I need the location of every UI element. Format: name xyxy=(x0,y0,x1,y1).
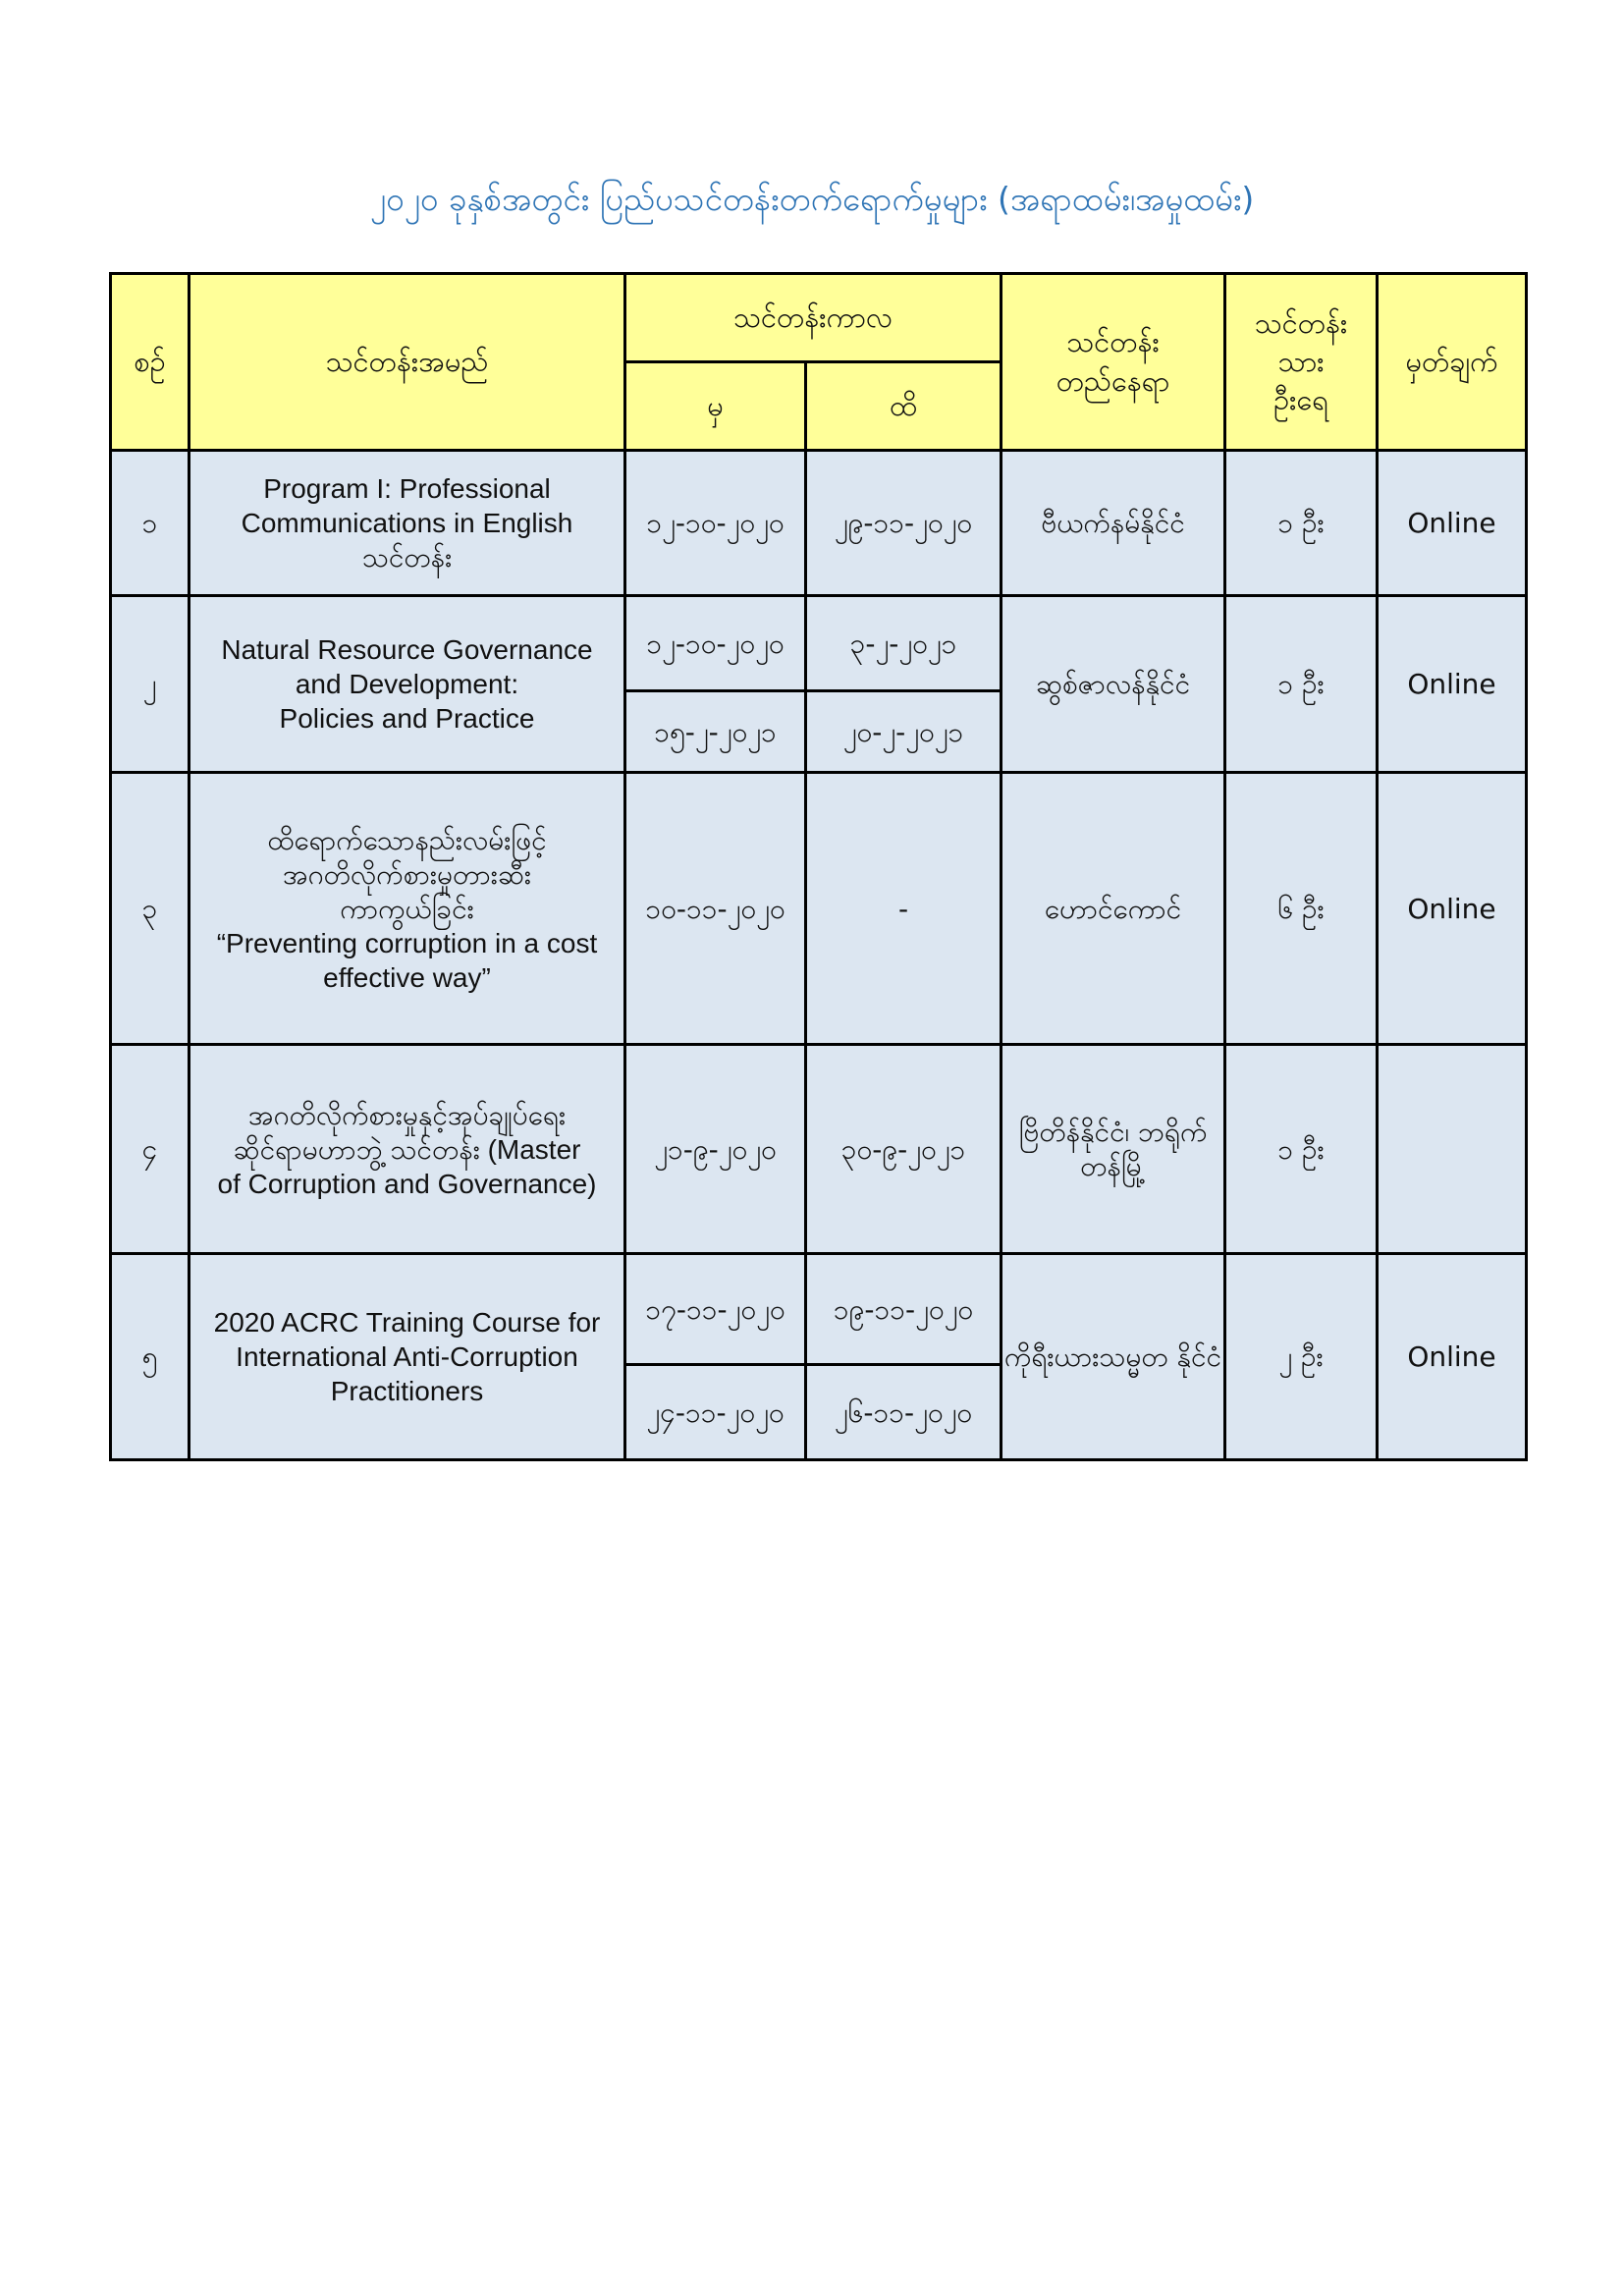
date-to: ၃-၂-၂၀၂၁ xyxy=(806,596,1001,691)
header-to: ထိ xyxy=(806,362,1001,451)
location: ဆွစ်ဇာလန်နိုင်ငံ xyxy=(1001,596,1225,773)
trainee-count: ၆ ဦး xyxy=(1225,773,1378,1045)
date-to: ၃၀-၉-၂၀၂၁ xyxy=(806,1045,1001,1254)
header-period: သင်တန်းကာလ xyxy=(625,274,1001,362)
table-row xyxy=(111,596,1527,691)
row-number: ၅ xyxy=(111,1254,189,1460)
trainee-count: ၂ ဦး xyxy=(1225,1254,1378,1460)
course-name-line: ကာကွယ်ခြင်း xyxy=(340,893,474,924)
date-from: ၁၇-၁၁-၂၀၂၀ xyxy=(625,1254,806,1365)
header-no: စဉ် xyxy=(111,274,189,451)
table-row xyxy=(111,1045,1527,1254)
row-number: ၃ xyxy=(111,773,189,1045)
date-from: ၁၀-၁၁-၂၀၂၀ xyxy=(625,773,806,1045)
course-name-line: Program I: Professional xyxy=(263,473,551,504)
remarks xyxy=(1378,1045,1527,1254)
date-from: ၁၅-၂-၂၀၂၁ xyxy=(625,691,806,773)
header-trainees-line1: သင်တန်း xyxy=(1254,305,1348,340)
date-from: ၁၂-၁၀-၂၀၂၀ xyxy=(625,451,806,596)
row-number: ၁ xyxy=(111,451,189,596)
location: ကိုရီးယားသမ္မတ နိုင်ငံ xyxy=(1001,1254,1225,1460)
course-name xyxy=(189,1254,625,1460)
course-name-line: 2020 ACRC Training Course for xyxy=(213,1307,601,1338)
location: ဗီယက်နမ်နိုင်ငံ xyxy=(1001,451,1225,596)
remarks: Online xyxy=(1378,1254,1527,1460)
header-location-line2: တည်နေရာ xyxy=(1056,363,1170,398)
header-row xyxy=(111,274,1527,362)
course-name xyxy=(189,451,625,596)
date-to: ၂၆-၁၁-၂၀၂၀ xyxy=(806,1365,1001,1460)
course-name-line: အဂတိလိုက်စားမှုတားဆီး xyxy=(282,858,532,890)
location: ဗြိတိန်နိုင်ငံ၊ ဘရိုက်တန်မြို့ xyxy=(1001,1045,1225,1254)
page-title: ၂၀၂၀ ခုနှစ်အတွင်း ပြည်ပသင်တန်းတက်ရောက်မှုများ (အရာထမ်း၊အမှုထမ်း) xyxy=(369,180,1255,218)
header-trainees xyxy=(1225,274,1378,451)
course-name-line: Practitioners xyxy=(330,1376,484,1406)
row-number: ၂ xyxy=(111,596,189,773)
header-from: မှ xyxy=(625,362,806,451)
date-to: ၂၉-၁၁-၂၀၂၀ xyxy=(806,451,1001,596)
course-name xyxy=(189,773,625,1045)
date-to: - xyxy=(806,773,1001,1045)
trainee-count: ၁ ဦး xyxy=(1225,596,1378,773)
header-remarks: မှတ်ချက် xyxy=(1378,274,1527,451)
date-from: ၂၄-၁၁-၂၀၂၀ xyxy=(625,1365,806,1460)
header-trainees-line2: သား xyxy=(1277,344,1325,378)
course-name-line: အဂတိလိုက်စားမှုနှင့်အုပ်ချုပ်ရေး xyxy=(247,1099,567,1130)
course-name-line: Communications in English xyxy=(241,508,573,538)
row-number: ၄ xyxy=(111,1045,189,1254)
course-name xyxy=(189,1045,625,1254)
remarks: Online xyxy=(1378,451,1527,596)
course-name-line: International Anti-Corruption xyxy=(236,1341,578,1372)
header-course-name: သင်တန်းအမည် xyxy=(189,274,625,451)
header-location-line1: သင်တန်း xyxy=(1066,325,1160,359)
header-trainees-line3: ဦးရေ xyxy=(1273,383,1328,417)
course-name-line: and Development: xyxy=(295,669,519,699)
course-name-line: effective way” xyxy=(323,961,491,993)
header-location xyxy=(1001,274,1225,451)
table-row xyxy=(111,773,1527,1045)
course-name-line: သင်တန်း xyxy=(361,542,453,573)
remarks: Online xyxy=(1378,773,1527,1045)
course-name-line: Natural Resource Governance xyxy=(221,634,593,665)
date-to: ၁၉-၁၁-၂၀၂၀ xyxy=(806,1254,1001,1365)
course-name-line: ဆိုင်ရာမဟာဘွဲ့ သင်တန်း (Master xyxy=(233,1133,581,1165)
course-name-line: ထိရောက်သောနည်းလမ်းဖြင့် xyxy=(267,824,547,855)
trainee-count: ၁ ဦး xyxy=(1225,451,1378,596)
courses-table xyxy=(109,272,1528,1461)
courses-body xyxy=(111,451,1527,1460)
course-name xyxy=(189,596,625,773)
date-from: ၂၁-၉-၂၀၂၀ xyxy=(625,1045,806,1254)
location: ဟောင်ကောင် xyxy=(1001,773,1225,1045)
trainee-count: ၁ ဦး xyxy=(1225,1045,1378,1254)
course-name-line: Policies and Practice xyxy=(279,703,535,734)
course-name-line: “Preventing corruption in a cost xyxy=(216,927,598,958)
course-name-line: of Corruption and Governance) xyxy=(217,1168,597,1199)
table-row xyxy=(111,1254,1527,1365)
remarks: Online xyxy=(1378,596,1527,773)
date-from: ၁၂-၁၀-၂၀၂၀ xyxy=(625,596,806,691)
date-to: ၂၀-၂-၂၀၂၁ xyxy=(806,691,1001,773)
table-row xyxy=(111,451,1527,596)
